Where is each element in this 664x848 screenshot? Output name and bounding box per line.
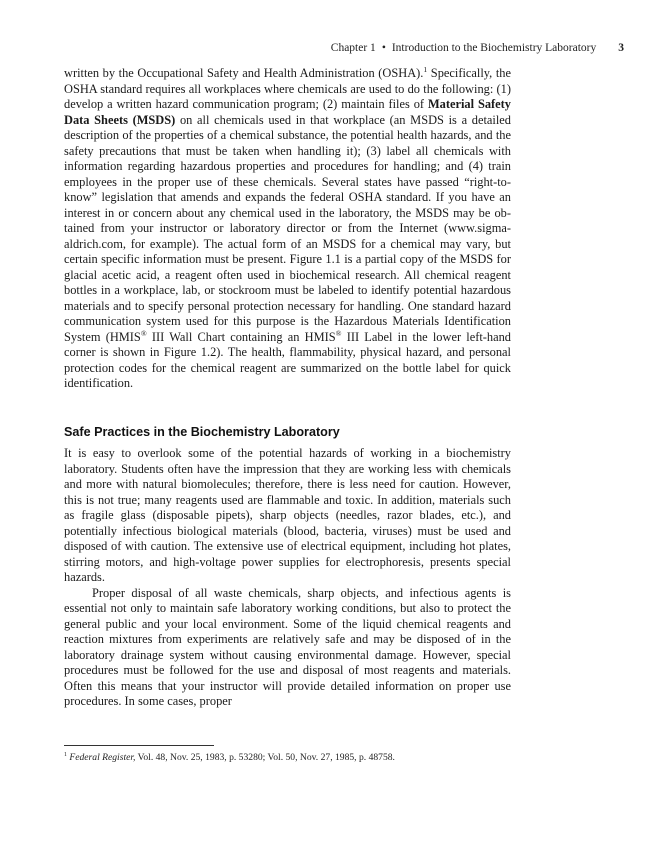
footnote-text: Vol. 48, Nov. 25, 1983, p. 53280; Vol. 50, Nov. 27, 1985, p. 48758. <box>135 752 395 763</box>
running-head <box>64 42 624 54</box>
footnote-reference: 1 <box>423 64 428 74</box>
chapter-label: Chapter 1 <box>330 42 376 54</box>
chapter-title: Introduction to the Biochemistry Laboratory <box>391 42 597 54</box>
footnote-source: Federal Register, <box>69 752 136 763</box>
text-run: written by the Occupational Safety and Health Administration (OSHA). <box>64 66 424 80</box>
paragraph-disposal: Proper disposal of all waste chemicals, sharp objects, and infectious agents is essential not only to maintain safe laboratory working conditions, but also to protect the general public and your local environment. Some of the liquid chemical reagents and reaction mixtures from experiments are relatively safe and may be disposed of in the laboratory drainage system without causing environmental damage. However, special procedures must be followed for the use and disposal of most reagents and materials. Often this means that your instructor will provide detailed information on proper use procedures. In some cases, proper <box>64 585 511 708</box>
header-separator: • <box>381 42 386 54</box>
page-number: 3 <box>618 42 624 54</box>
registered-mark: ® <box>335 328 342 338</box>
paragraph <box>64 66 511 392</box>
footnote-divider <box>64 745 214 746</box>
bold-term-msds: Material Safety Data Sheets (MSDS) <box>64 97 511 127</box>
paragraph-hazards: It is easy to overlook some of the potential hazards of working in a biochemistry laboratory. Students often have the impression that they are working less with chemicals and more with natural biomolecules; therefore, there is less need for caution. However, this is not true; many reagents used are flammable and toxic. In addition, materials such as fragile glass (disposable pipets), sharp objects (needles, razor blades, etc.), and potentially infectious biological materials (blood, bacteria, viruses) must be used and disposed of with caution. The extensive use of electrical equipment, including hot plates, stirring motors, and high-voltage power supplies for electrophoresis, presents special hazards. <box>64 446 511 584</box>
text-run: Specifically, the OSHA standard requires all workplaces where chemicals are used to do the following: (1) develop a written hazard communication program; (2) maintain files of <box>64 66 511 111</box>
footnote-number: 1 <box>64 751 67 758</box>
registered-mark: ® <box>140 328 147 338</box>
footnote <box>64 752 395 764</box>
text-run: III Wall Chart containing an HMIS <box>146 329 336 344</box>
paragraph-osha-msds <box>64 66 511 392</box>
text-run: III Label in the lower left-hand corner is shown in Figure 1.2). The health, flammability, physical hazard, and personal protection codes for the chemical reagent are summarized on the bottle label for quick identification. <box>64 329 511 390</box>
section-body <box>64 446 511 710</box>
section-heading: Safe Practices in the Biochemistry Laboratory <box>64 425 340 439</box>
text-run: on all chemicals used in that workplace (an MSDS is a detailed description of the properties of a chemical substance, the potential health hazards, and the safety precautions that must be taken when handling it); (3) label all chemicals with information regarding hazardous properties and procedures for handling; and (4) train employees in the proper use of these chemicals. Several states have passed “right-to-know” legislation that amends and expands the federal OSHA standard. If you have an interest in or concern about any chemical used in the laboratory, the MSDS may be obtained from your instructor or laboratory director or from the Internet (www.​sigma-aldrich.com, for example). The actual form of an MSDS for a chemical may vary, but certain specific information must be present. Figure 1.1 is a partial copy of the MSDS for glacial acetic acid, a reagent often used in biochemical research. All chemical reagent bottles in a workplace, lab, or stockroom must be labeled to identify potential hazardous materials and to specify personal protection necessary for handling. One standard hazard communication system used for this purpose is the Hazardous Materials Identification System (HMIS <box>64 112 511 344</box>
